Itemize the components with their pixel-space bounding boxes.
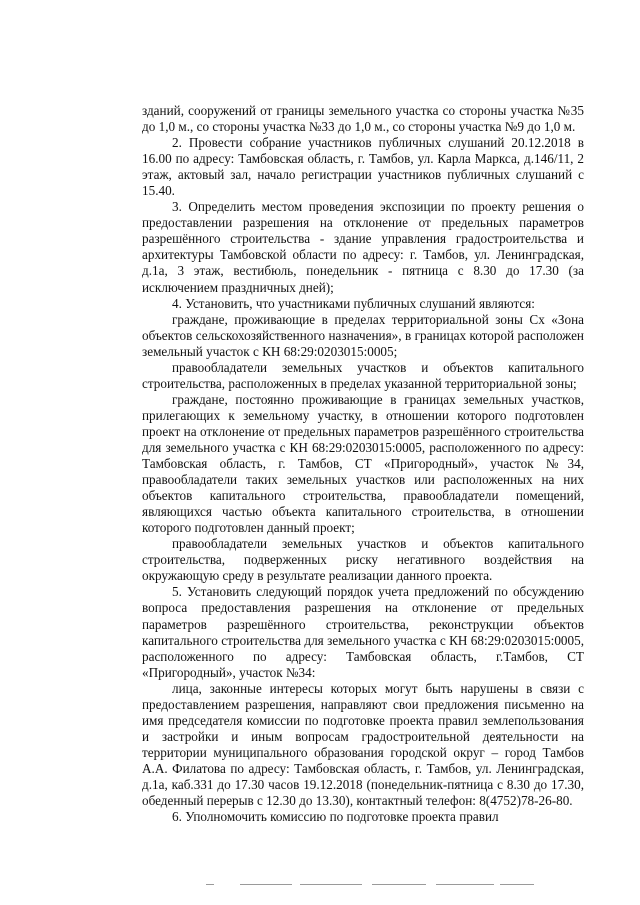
scan-artifact-line bbox=[500, 884, 534, 885]
scan-artifact-line bbox=[240, 884, 292, 885]
scan-artifact-line bbox=[372, 884, 426, 885]
paragraph-participants-owners-zone: правообладатели земельных участков и объектов капитального строительства, расположенных в пределах указанной территориальной зоны; bbox=[142, 359, 584, 391]
scan-artifact-line bbox=[300, 884, 362, 885]
paragraph-item-5-procedure: 5. Установить следующий порядок учета предложений по обсуждению вопроса предоставления разрешения на отклонение от предельных параметров разрешённого строительства, реконструкции объектов капитального строительства для земельного участка с КН 68:29:0203015:0005, расположенного по адресу: Тамбовская область, г.Тамбов, СТ «Пригородный», участок №34: bbox=[142, 584, 584, 680]
paragraph-item-3-exposition: 3. Определить местом проведения экспозиции по проекту решения о предоставлении разрешения на отклонение от предельных параметров разрешённого строительства - здание управления градостроительства и архитектуры Тамбовской области по адресу: г. Тамбов, ул. Ленинградская, д.1а, 3 этаж, вестибюль, понедельник - пятница с 8.30 до 17.30 (за исключением праздничных дней); bbox=[142, 199, 584, 295]
paragraph-item-2-meeting: 2. Провести собрание участников публичных слушаний 20.12.2018 в 16.00 по адресу: Тамбовская область, г. Тамбов, ул. Карла Маркса, д.146/11, 2 этаж, актовый зал, начало регистрации участников публичных слушаний с 15.40. bbox=[142, 135, 584, 199]
paragraph-participants-residents: граждане, проживающие в пределах территориальной зоны Сх «Зона объектов сельскохозяйственного назначения», в границах которой расположен земельный участок с КН 68:29:0203015:0005; bbox=[142, 311, 584, 359]
paragraph-proposals-submission: лица, законные интересы которых могут быть нарушены в связи с предоставлением разрешения, направляют свои предложения письменно на имя председателя комиссии по подготовке проекта правил землепользования и застройки и иным вопросам градостроительной деятельности на территории муниципального образования городской округ – город Тамбов А.А. Филатова по адресу: Тамбовская область, г. Тамбов, ул. Ленинградская, д.1а, каб.331 до 17.30 часов 19.12.2018 (понедельник-пятница с 8.30 до 17.30, обеденный перерыв с 12.30 до 13.30), контактный телефон: 8(4752)78-26-80. bbox=[142, 680, 584, 809]
paragraph-participants-risk: правообладатели земельных участков и объектов капитального строительства, подверженных риску негативного воздействия на окружающую среду в результате реализации данного проекта. bbox=[142, 536, 584, 584]
document-body bbox=[142, 103, 584, 825]
scan-artifact-line bbox=[436, 884, 494, 885]
paragraph-setback-distances: зданий, сооружений от границы земельного участка со стороны участка №35 до 1,0 м., со стороны участка №33 до 1,0 м., со стороны участка №9 до 1,0 м. bbox=[142, 103, 584, 135]
scan-artifact-line bbox=[206, 884, 214, 885]
paragraph-item-6-authorize: 6. Уполномочить комиссию по подготовке проекта правил bbox=[172, 809, 499, 825]
paragraph-participants-adjacent: граждане, постоянно проживающие в границах земельных участков, прилегающих к земельному участку, в отношении которого подготовлен проект на отклонение от предельных параметров разрешённого строительства для земельного участка с КН 68:29:0203015:0005, расположенного по адресу: Тамбовская область, г. Тамбов, СТ «Пригородный», участок №34, правообладатели таких земельных участков или расположенных на них объектов капитального строительства, правообладатели помещений, являющихся частью объекта капитального строительства, в отношении которого подготовлен данный проект; bbox=[142, 391, 584, 536]
paragraph-item-4-participants: 4. Установить, что участниками публичных слушаний являются: bbox=[172, 295, 535, 311]
